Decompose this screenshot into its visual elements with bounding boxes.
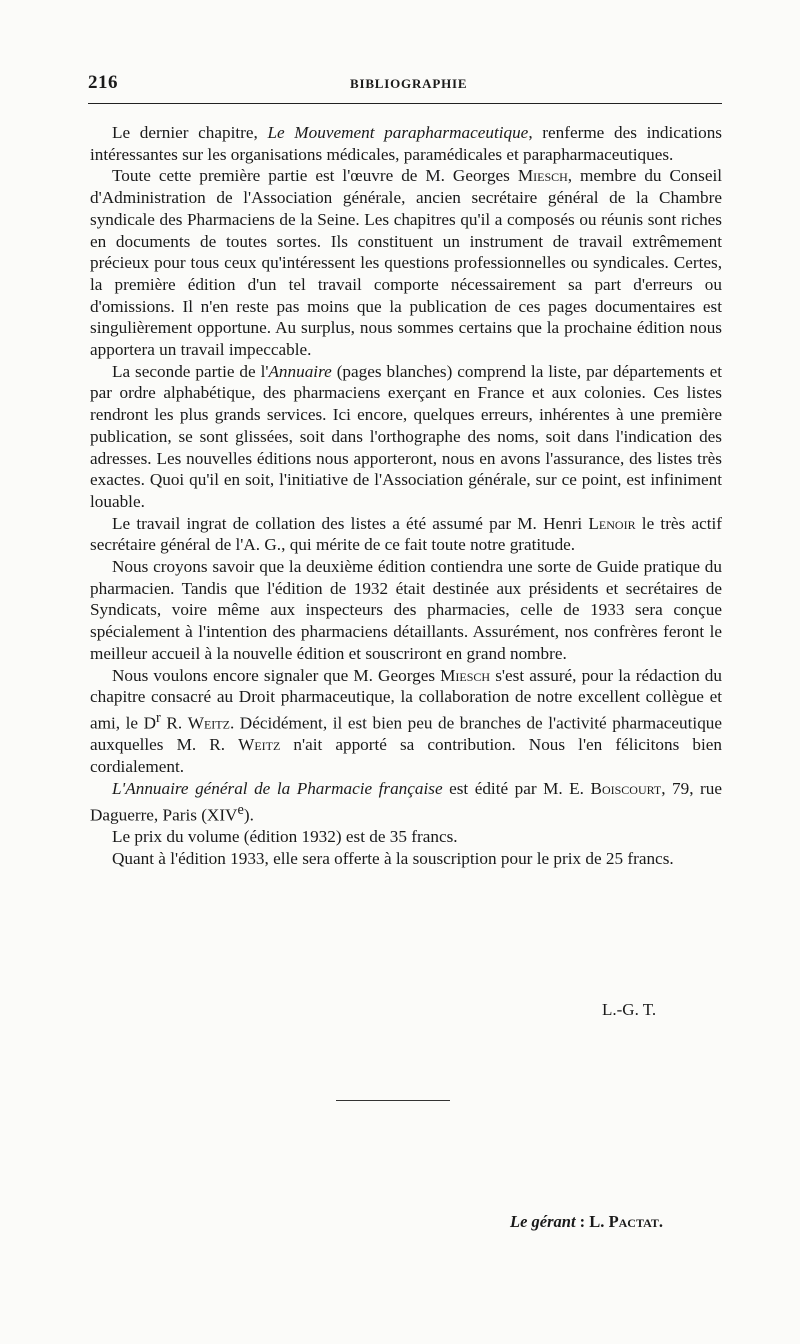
gerant-label: Le gérant	[510, 1212, 576, 1231]
author-signature: L.-G. T.	[602, 1000, 657, 1019]
paragraph-8: Le prix du volume (édition 1932) est de 35 francs.	[112, 826, 458, 846]
book-title: L'Annuaire général de la Pharmacie française	[112, 778, 443, 798]
header-rule	[88, 103, 722, 104]
paragraph-9: Quant à l'édition 1933, elle sera offerte à la souscription pour le prix de 25 francs.	[112, 848, 674, 868]
paragraph-2: Toute cette première partie est l'œuvre de M. Georges Miesch, membre du Conseil d'Administration de l'Association générale, ancien secrétaire général de la Chambre syndicale des Pharmaciens de la Seine. Les chapitres qu'il a composés ou réunis sont riches en documents de toutes sortes. Ils constituent un instrument de travail extrêmement précieux pour tous ceux qu'intéressent les questions professionnelles ou syndicales. Certes, la première édition d'un tel travail comporte nécessairement sa part d'erreurs ou d'omissions. Il n'en reste pas moins que la publication de ces pages documentaires est singulièrement opportune. Au surplus, nous sommes certains que la prochaine édition nous apportera un travail impeccable.	[90, 166, 722, 360]
person-name: Weitz	[238, 735, 281, 755]
book-title: Annuaire	[268, 361, 332, 381]
person-name: Weitz	[187, 713, 230, 733]
person-name: Miesch	[440, 665, 491, 685]
paragraph-1: Le dernier chapitre, Le Mouvement parapharmaceutique, renferme des indications intéressantes sur les organisations médicales, paramédicales et parapharmaceutiques.	[90, 123, 722, 164]
paragraph-5: Nous croyons savoir que la deuxième édition contiendra une sorte de Guide pratique du pharmacien. Tandis que l'édition de 1932 était destinée aux présidents et secrétaires de Syndicats, voire même aux inspecteurs des pharmacies, celle de 1933 sera conçue spécialement à l'intention des pharmaciens détaillants. Assurément, nos confrères feront le meilleur accueil à la nouvelle édition et souscriront en grand nombre.	[90, 557, 722, 663]
page-number: 216	[88, 72, 118, 93]
gerant-name: Pactat.	[608, 1212, 663, 1231]
paragraph-7: L'Annuaire général de la Pharmacie française est édité par M. E. Boiscourt, 79, rue Daguerre, Paris (XIVe).	[90, 778, 722, 825]
running-head: BIBLIOGRAPHIE	[350, 76, 468, 91]
paragraph-4: Le travail ingrat de collation des listes a été assumé par M. Henri Lenoir le très actif secrétaire général de l'A. G., qui mérite de ce fait toute notre gratitude.	[90, 513, 722, 555]
person-name: Lenoir	[588, 513, 636, 533]
end-rule	[336, 1100, 450, 1101]
page-header	[88, 72, 722, 100]
book-section-title: Le Mouvement parapharmaceutique	[267, 123, 529, 142]
paragraph-3: La seconde partie de l'Annuaire (pages blanches) comprend la liste, par départements et par ordre alphabétique, des pharmaciens exerçant en France et aux colonies. Ces listes rendront les plus grands services. Ici encore, quelques erreurs, inhérentes à une première publication, se sont glissées, soit dans l'orthographe des noms, soit dans l'indication des adresses. Les nouvelles éditions nous apporteront, nous en avons l'assurance, des listes très exactes. Quoi qu'il en soit, l'initiative de l'Association générale, sur ce point, est infiniment louable.	[90, 361, 722, 511]
publisher-manager-line: Le gérant : L. Pactat.	[510, 1212, 663, 1231]
paragraph-6: Nous voulons encore signaler que M. Georges Miesch s'est assuré, pour la rédaction du chapitre consacré au Droit pharmaceutique, la collaboration de notre excellent collègue et ami, le $D^r$ R. Weitz. Décidément, il est bien peu de branches de l'activité pharmaceutique auxquelles M. R. Weitz n'ait apporté sa contribution. Nous l'en félicitons bien cordialement.	[90, 665, 723, 777]
person-name: Boiscourt	[590, 778, 662, 798]
body-text	[90, 122, 722, 869]
person-name: Miesch	[517, 166, 568, 186]
